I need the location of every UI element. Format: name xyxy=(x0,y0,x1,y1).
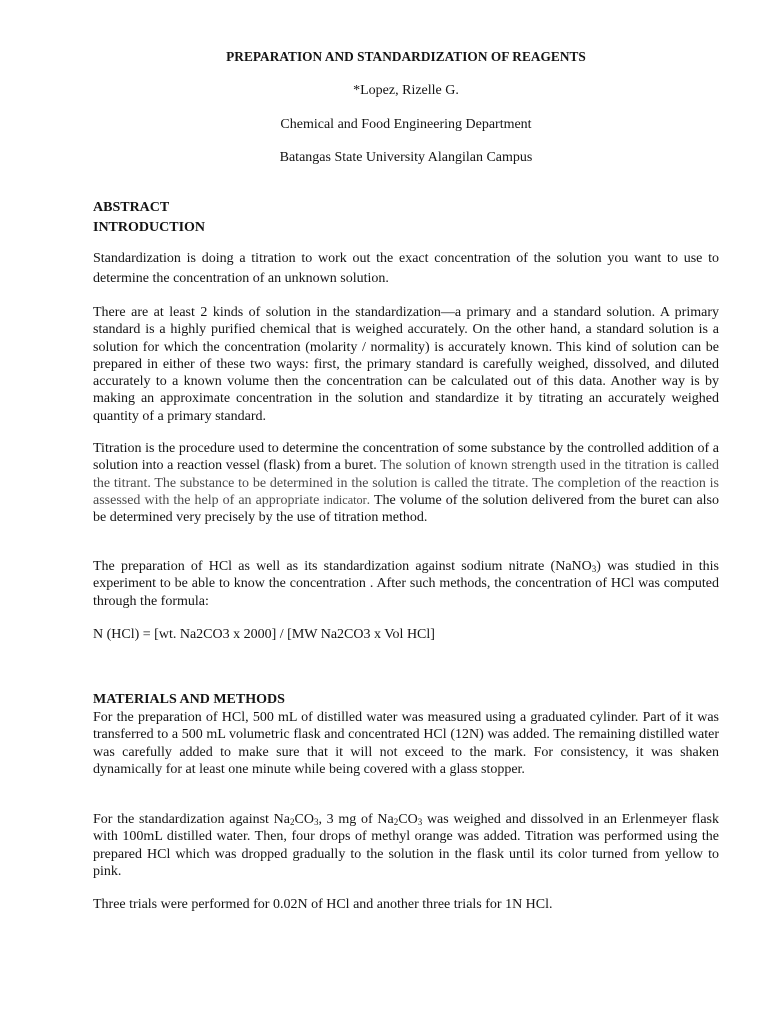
intro-p3-indicator: indicator xyxy=(323,492,367,507)
materials-p3-text: Three trials were performed for 0.02N of HCl and another three trials for 1N HCl. xyxy=(93,897,553,912)
materials-paragraph-2 xyxy=(93,811,719,880)
intro-p1-text: Standardization is doing a titration to work out the exact concentration of the solution you want to use to determine the concentration of an unknown solution. xyxy=(93,251,719,286)
materials-p2-part-b: CO xyxy=(294,812,314,827)
intro-p3-part-b: The solution of known strength used in the titration is called the titrant. The substance to be determined in the solution is called the titrate. The completion of the reaction is assessed with the help of an appropriate xyxy=(93,458,720,508)
intro-p3-part-d: The volume of the solution delivered from the buret can also be determined very precisely by the use of titration method. xyxy=(93,492,719,526)
materials-p2-text xyxy=(93,811,719,880)
materials-p2-sub-2: 3 xyxy=(313,817,319,827)
author-name: *Lopez, Rizelle G. xyxy=(353,83,459,98)
materials-p1-text: For the preparation of HCl, 500 mL of distilled water was measured using a graduated cylinder. Part of it was transferred to a 500 mL volumetric flask and concentrated HCl (12N) was added. The remaining distilled water was carefully added to make sure that it will not exceed to the mark. For consistency, it was shaken dynamically for at least one minute while being covered with a glass stopper. xyxy=(93,710,719,777)
formula-text: N (HCl) = [wt. Na2CO3 x 2000] / [MW Na2CO3 x Vol HCl] xyxy=(93,627,435,642)
materials-p2-sub-1: 2 xyxy=(290,817,295,827)
materials-p2-sub-3: 2 xyxy=(393,817,399,827)
intro-paragraph-2 xyxy=(93,304,719,425)
intro-paragraph-1 xyxy=(93,249,719,288)
materials-p2-sub-4: 3 xyxy=(417,817,423,827)
paper-title: PREPARATION AND STANDARDIZATION OF REAGENTS xyxy=(226,49,586,64)
materials-p2-part-a: For the standardization against Na xyxy=(93,812,290,827)
intro-p3-text xyxy=(93,440,719,526)
department: Chemical and Food Engineering Department xyxy=(280,117,532,132)
materials-paragraph-1 xyxy=(93,709,719,778)
intro-p4-part-b: ) was studied in this experiment to be able to know the concentration . After such methods, the concentration of HCl was computed through the formula: xyxy=(93,559,719,609)
intro-p2-text: There are at least 2 kinds of solution in the standardization—a primary and a standard solution. A primary standard is a highly purified chemical that is weighed accurately. On the other hand, a standard solution is a solution for which the concentration (molarity / normality) is accurately known. This kind of solution can be prepared in either of these two ways: first, the primary standard is carefully weighed, dissolved, and diluted accurately to a known volume then the concentration can be calculated out of this data. Another way is by making an approximate concentration in the solution and standardize it by titrating an accurately weighed quantity of a primary standard. xyxy=(93,305,719,424)
intro-p4-sub: 3 xyxy=(591,564,597,574)
materials-p2-part-d: CO xyxy=(398,812,418,827)
abstract-heading: ABSTRACT xyxy=(93,200,170,215)
intro-paragraph-4 xyxy=(93,558,719,610)
materials-p2-part-c: , 3 mg of Na xyxy=(318,812,394,827)
intro-p4-part-a: The preparation of HCl as well as its standardization against sodium nitrate (NaNO xyxy=(93,559,592,574)
intro-p3-part-c: . xyxy=(366,492,371,508)
university: Batangas State University Alangilan Campus xyxy=(279,150,533,165)
materials-p2-part-e: was weighed and dissolved in an Erlenmeyer flask with 100mL distilled water. Then, four drops of methyl orange was added. Titration was performed using the prepared HCl which was dropped gradually to the solution in the flask until its color turned from yellow to pink. xyxy=(93,812,719,879)
intro-p4-text xyxy=(93,558,719,610)
intro-paragraph-3 xyxy=(93,440,719,526)
intro-p3-part-a: Titration is the procedure used to determine the concentration of some substance by the controlled addition of a solution into a reaction vessel (flask) from a buret. xyxy=(93,441,719,474)
formula xyxy=(93,626,719,643)
materials-paragraph-3 xyxy=(93,896,719,913)
introduction-heading: INTRODUCTION xyxy=(93,220,206,235)
materials-heading: MATERIALS AND METHODS xyxy=(93,692,285,707)
